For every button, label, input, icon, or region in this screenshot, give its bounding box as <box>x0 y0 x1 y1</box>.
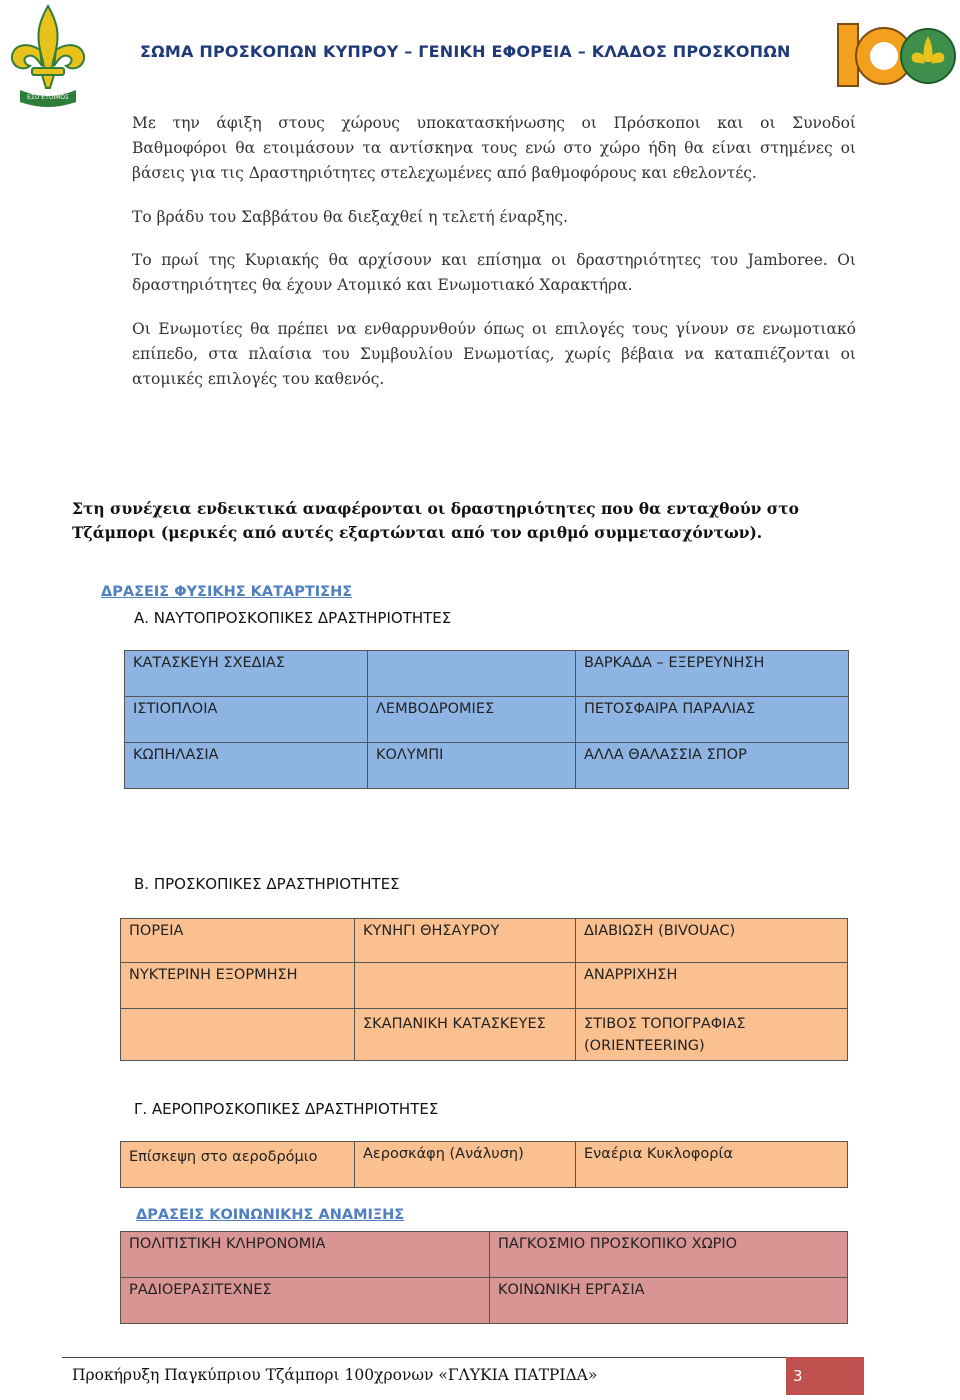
paragraph-opening-ceremony <box>132 205 856 230</box>
table-sea-scout-activities <box>124 650 849 789</box>
table-scout-activities <box>120 918 848 1061</box>
subsection-heading-scout-activities <box>134 875 400 893</box>
table-row <box>125 651 849 697</box>
activities-intro <box>72 497 862 545</box>
table-social-activities <box>120 1231 848 1324</box>
table-cell: ΠΟΡΕΙΑ <box>121 919 355 963</box>
table-row <box>121 1009 848 1061</box>
text-line: βάσεις για τις Δραστηριότητες στελεχωμένες από βαθμοφόρους και εθελοντές. <box>132 164 757 182</box>
subsection-heading-text: Γ. ΑΕΡΟΠΡΟΣΚΟΠΙΚΕΣ ΔΡΑΣΤΗΡΙΟΤΗΤΕΣ <box>134 1100 439 1118</box>
table-cell: ΑΛΛΑ ΘΑΛΑΣΣΙΑ ΣΠΟΡ <box>576 743 849 789</box>
table-cell: ΚΥΝΗΓΙ ΘΗΣΑΥΡΟΥ <box>355 919 576 963</box>
right-logo <box>836 16 956 92</box>
table-air-scout-activities <box>120 1141 848 1188</box>
left-logo-motto <box>20 94 76 101</box>
text-line: ατομικές επιλογές του καθενός. <box>132 370 385 388</box>
logo-motto-text: ΕΣΟ ΕΤΟΙΜΟΣ <box>27 94 69 101</box>
table-cell: ΚΩΠΗΛΑΣΙΑ <box>125 743 368 789</box>
text-line: Το πρωί της Κυριακής θα αρχίσουν και επίσημα οι δραστηριότητες του Jamboree. Οι <box>132 251 856 269</box>
text-line: Το βράδυ του Σαββάτου θα διεξαχθεί η τελετή έναρξης. <box>132 208 568 226</box>
table-cell: ΚΟΙΝΩΝΙΚΗ ΕΡΓΑΣΙΑ <box>490 1278 848 1324</box>
table-cell: ΡΑΔΙΟΕΡΑΣΙΤΕΧΝΕΣ <box>121 1278 490 1324</box>
table-row <box>121 1142 848 1188</box>
right-logo-text <box>836 16 837 17</box>
table-cell: ΛΕΜΒΟΔΡΟΜΙΕΣ <box>368 697 576 743</box>
text-line: Στη συνέχεια ενδεικτικά αναφέρονται οι δραστηριότητες που θα ενταχθούν στο <box>72 499 799 518</box>
table-cell: ΠΟΛΙΤΙΣΤΙΚΗ ΚΛΗΡΟΝΟΜΙΑ <box>121 1232 490 1278</box>
footer-divider <box>62 1357 787 1358</box>
text-line: δραστηριότητες θα έχουν Ατομικό και Ενωμοτιακό Χαρακτήρα. <box>132 276 633 294</box>
table-cell: ΣΤΙΒΟΣ ΤΟΠΟΓΡΑΦΙΑΣ (ORIENTEERING) <box>576 1009 848 1061</box>
table-row <box>121 963 848 1009</box>
table-cell: ΝΥΚΤΕΡΙΝΗ ΕΞΟΡΜΗΣΗ <box>121 963 355 1009</box>
paragraph-sunday-activities <box>132 248 856 298</box>
table-row <box>121 919 848 963</box>
text-line: επίπεδο, στα πλαίσια του Συμβουλίου Ενωμοτίας, χωρίς βέβαια να καταπιέζονται οι <box>132 345 856 363</box>
subsection-heading-sea-scouts <box>134 609 451 627</box>
table-cell: ΑΝΑΡΡΙΧΗΣΗ <box>576 963 848 1009</box>
table-cell <box>355 963 576 1009</box>
text-line: Οι Ενωμοτίες θα πρέπει να ενθαρρυνθούν όπως οι επιλογές τους γίνουν σε ενωμοτιακό <box>132 320 856 338</box>
centenary-logo-icon <box>836 16 956 92</box>
table-cell: ΒΑΡΚΑΔΑ – ΕΞΕΡΕΥΝΗΣΗ <box>576 651 849 697</box>
table-cell: Αεροσκάφη (Ανάλυση) <box>355 1142 576 1188</box>
table-row <box>121 1278 848 1324</box>
table-cell <box>368 651 576 697</box>
table-row <box>125 697 849 743</box>
table-cell: Επίσκεψη στο αεροδρόμιο <box>121 1142 355 1188</box>
section-heading-social: ΔΡΑΣΕΙΣ ΚΟΙΝΩΝΙΚΗΣ ΑΝΑΜΙΞΗΣ <box>136 1207 405 1223</box>
paragraph-arrival <box>132 111 856 186</box>
subsection-heading-text: Α. ΝΑΥΤΟΠΡΟΣΚΟΠΙΚΕΣ ΔΡΑΣΤΗΡΙΟΤΗΤΕΣ <box>134 609 452 627</box>
section-heading-physical: ΔΡΑΣΕΙΣ ΦΥΣΙΚΗΣ ΚΑΤΑΡΤΙΣΗΣ <box>101 584 353 600</box>
table-row <box>121 1232 848 1278</box>
table-cell: ΠΕΤΟΣΦΑΙΡΑ ΠΑΡΑΛΙΑΣ <box>576 697 849 743</box>
page-number: 3 <box>793 1367 803 1385</box>
table-cell: ΙΣΤΙΟΠΛΟΙΑ <box>125 697 368 743</box>
text-line: Με την άφιξη στους χώρους υποκατασκήνωσης οι Πρόσκοποι και οι Συνοδοί <box>132 114 856 132</box>
subsection-heading-text: Β. ΠΡΟΣΚΟΠΙΚΕΣ ΔΡΑΣΤΗΡΙΟΤΗΤΕΣ <box>134 875 400 893</box>
table-cell: ΠΑΓΚΟΣΜΙΟ ΠΡΟΣΚΟΠΙΚΟ ΧΩΡΙΟ <box>490 1232 848 1278</box>
text-line: Βαθμοφόροι θα ετοιμάσουν τα αντίσκηνα τους ενώ στο χώρο ήδη θα είναι στημένες οι <box>132 139 856 157</box>
text-line: Τζάμπορι (μερικές από αυτές εξαρτώνται από τον αριθμό συμμετασχόντων). <box>72 523 763 542</box>
page-header-title: ΣΩΜΑ ΠΡΟΣΚΟΠΩΝ ΚΥΠΡΟΥ – ΓΕΝΙΚΗ ΕΦΟΡΕΙΑ – ΚΛΑΔΟΣ ΠΡΟΣΚΟΠΩΝ <box>140 42 791 61</box>
paragraph-patrols <box>132 317 856 392</box>
footer-text: Προκήρυξη Παγκύπριου Τζάμπορι 100χρονων «ΓΛΥΚΙΑ ΠΑΤΡΙΔΑ» <box>72 1366 598 1384</box>
table-cell: Εναέρια Κυκλοφορία <box>576 1142 848 1188</box>
table-cell: ΚΑΤΑΣΚΕΥΗ ΣΧΕΔΙΑΣ <box>125 651 368 697</box>
table-cell: ΣΚΑΠΑΝΙΚΗ ΚΑΤΑΣΚΕΥΕΣ <box>355 1009 576 1061</box>
table-cell: ΔΙΑΒΙΩΣΗ (BIVOUAC) <box>576 919 848 963</box>
subsection-heading-air-scouts <box>134 1100 438 1118</box>
table-cell: ΚΟΛΥΜΠΙ <box>368 743 576 789</box>
table-row <box>125 743 849 789</box>
table-cell <box>121 1009 355 1061</box>
